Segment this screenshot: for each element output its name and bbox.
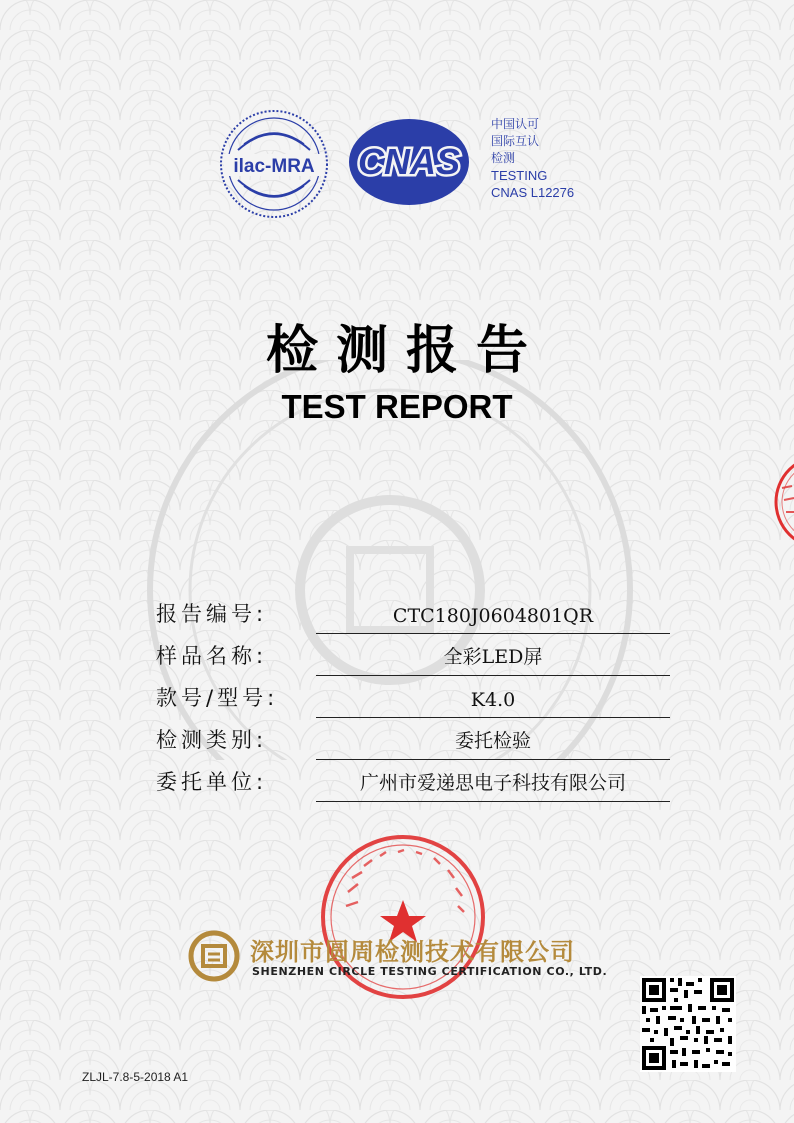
company-name-english: SHENZHEN CIRCLE TESTING CERTIFICATION CO., LTD.: [252, 965, 608, 978]
accreditation-number: CNAS L12276: [491, 185, 575, 200]
info-label: 报告编号:: [156, 602, 268, 626]
accreditation-line: TESTING: [491, 168, 548, 183]
info-row-sample-name: [156, 634, 676, 676]
cnas-logo: [346, 116, 472, 206]
info-row-client: [156, 760, 676, 802]
info-row-report-number: [156, 592, 676, 634]
info-row-test-category: [156, 718, 676, 760]
info-value: 广州市爱递思电子科技有限公司: [316, 768, 670, 802]
report-info: [156, 592, 676, 802]
form-code: ZLJL-7.8-5-2018 A1: [82, 1070, 189, 1084]
info-row-model: [156, 676, 676, 718]
info-value: 全彩LED屏: [316, 642, 670, 676]
company-logo-icon: [188, 930, 240, 982]
partial-seal: [772, 452, 794, 552]
title-chinese: 检测报告: [265, 321, 546, 381]
accreditation-text: [491, 116, 574, 201]
accreditation-line: 国际互认: [491, 134, 540, 148]
qr-code: [640, 976, 736, 1072]
accreditation-line: 中国认可: [491, 117, 540, 131]
info-label: 检测类别:: [156, 728, 268, 752]
info-value: 委托检验: [316, 726, 670, 760]
accreditation-line: 检测: [491, 151, 516, 165]
info-value: CTC180J0604801QR: [316, 605, 670, 634]
ilac-text: ilac-MRA: [233, 156, 315, 177]
ilac-mra-logo: [218, 108, 330, 220]
info-label: 样品名称:: [156, 644, 268, 668]
title-english: TEST REPORT: [281, 388, 513, 425]
info-value: K4.0: [316, 689, 670, 718]
info-label: 款号/型号:: [156, 686, 279, 710]
info-label: 委托单位:: [156, 770, 268, 794]
cnas-text: CNAS: [357, 141, 461, 182]
company-name-chinese: 深圳市圆周检测技术有限公司: [250, 938, 575, 966]
